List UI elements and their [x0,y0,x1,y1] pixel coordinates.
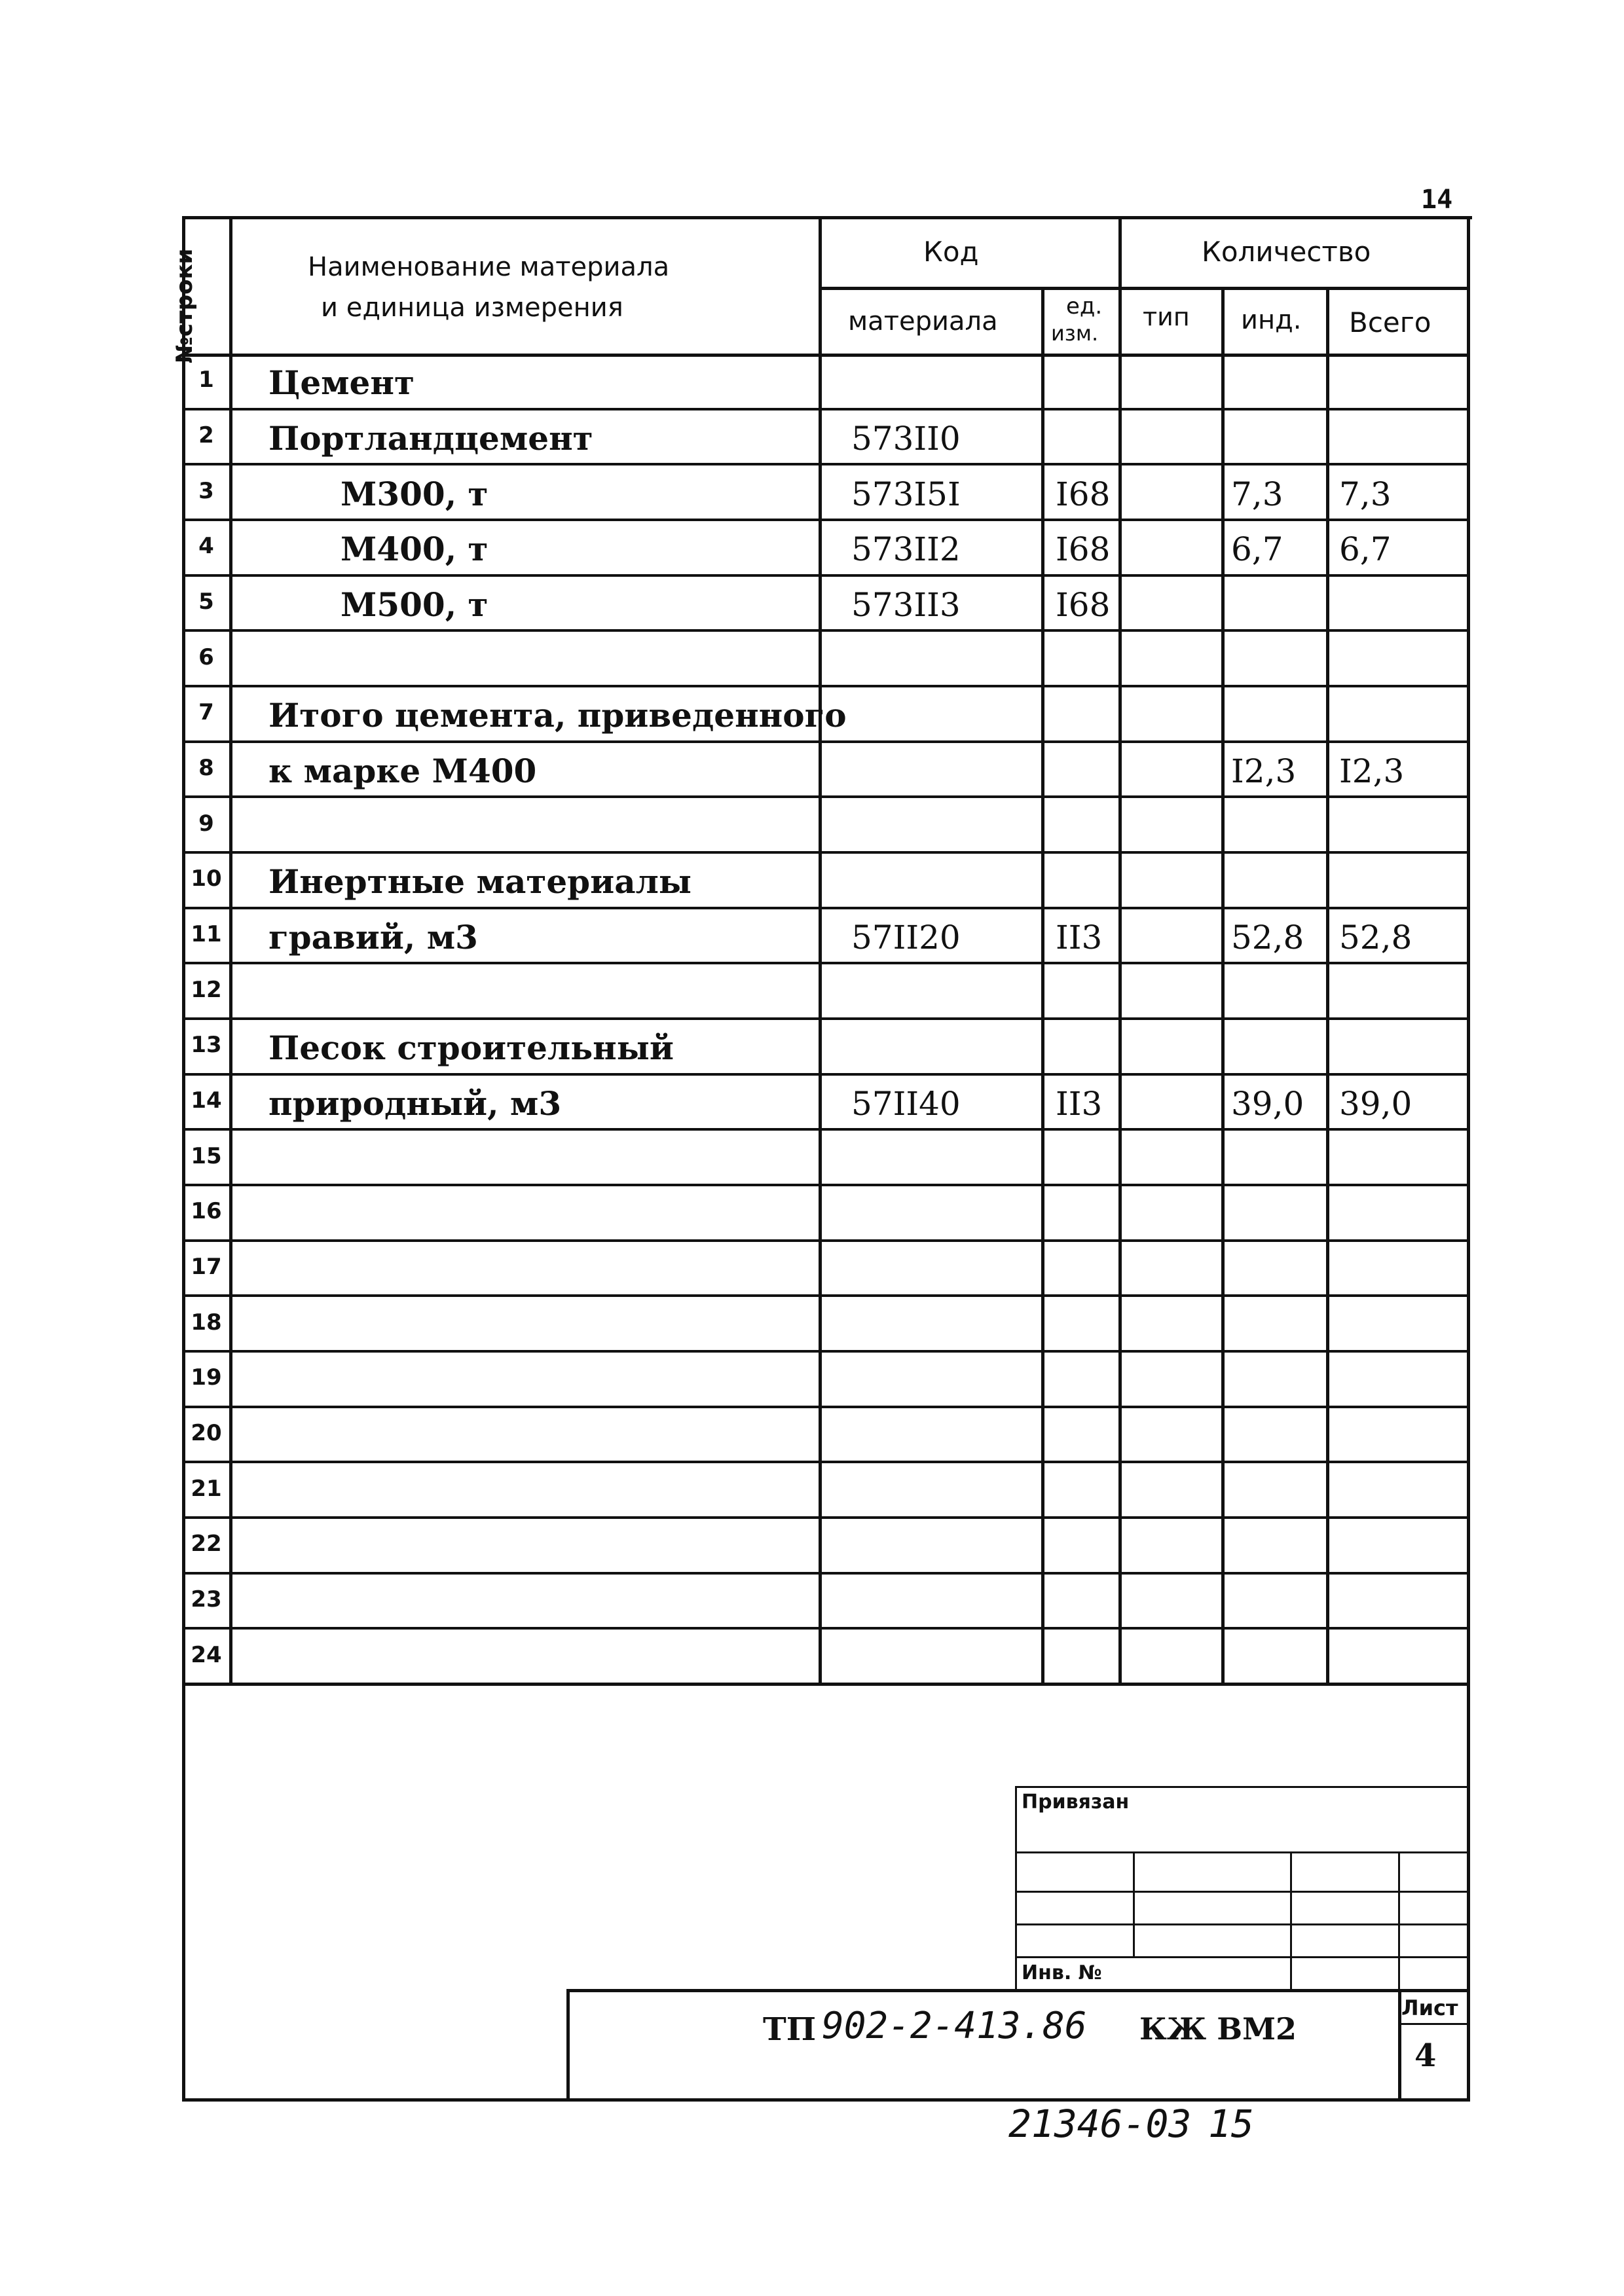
qty-ind: I2,3 [1231,752,1297,790]
inv-no-label: Инв. № [1022,1961,1102,1984]
sheet-label: Лист [1401,1995,1458,2020]
row-number: 11 [191,921,222,947]
bound-label: Привязан [1022,1791,1130,1813]
row-separator [182,1406,1470,1408]
row-number: 18 [191,1309,222,1336]
row-separator [182,1017,1470,1020]
unit-code: II3 [1056,919,1103,957]
qty-total: 6,7 [1339,530,1392,569]
qty-total: 39,0 [1339,1085,1412,1123]
unit-code: I68 [1056,530,1111,569]
row-number: 9 [198,810,214,837]
row-number: 16 [191,1198,222,1225]
material-code: 573II0 [851,420,961,458]
row-separator [182,1516,1470,1519]
quantity-header: Количество [1202,236,1371,268]
material-code: 573I5I [851,475,961,513]
row-separator [182,851,1470,854]
row-number-header: №строки [172,248,198,363]
material-name: М400, т [341,530,489,569]
page-number: 14 [1421,185,1453,215]
material-name: Итого цемента, приведенного [268,696,847,735]
row-separator [182,408,1470,410]
qty-total-header: Всего [1349,306,1431,338]
row-number: 13 [191,1032,222,1059]
row-separator [182,1572,1470,1575]
unit-code: II3 [1056,1085,1103,1123]
row-number: 3 [198,477,214,504]
footer-code: 21346-03 [1008,2102,1192,2146]
row-separator [182,1239,1470,1242]
row-number: 2 [198,422,214,448]
material-code: 573II3 [851,586,961,624]
row-number: 12 [191,976,222,1003]
material-name: к марке М400 [268,752,537,790]
name-header-line1: Наименование материала [308,252,670,282]
sheet-number: 4 [1414,2037,1437,2074]
qty-ind: 7,3 [1231,475,1283,513]
footer-page: 15 [1208,2102,1254,2146]
unit-code: I68 [1056,586,1111,624]
unit-code: I68 [1056,475,1111,513]
name-header-line2: и единица измерения [321,293,623,323]
row-separator [182,1073,1470,1076]
qty-ind-header: инд. [1241,305,1302,335]
qty-total: 52,8 [1339,919,1412,957]
row-separator [182,1184,1470,1186]
row-separator [182,1350,1470,1353]
row-number: 17 [191,1254,222,1280]
material-name: Цемент [268,363,415,403]
material-name: гравий, м3 [268,918,478,957]
qty-total: I2,3 [1339,752,1405,790]
row-number: 8 [198,755,214,781]
material-name: Инертные материалы [268,862,692,902]
row-separator [182,463,1470,465]
row-number: 24 [191,1641,222,1668]
row-separator [182,1294,1470,1297]
material-name: Песок строительный [268,1029,674,1068]
material-name: М300, т [341,474,489,513]
row-separator [182,1461,1470,1463]
row-number: 15 [191,1142,222,1169]
qty-ind: 52,8 [1231,919,1304,957]
row-separator [182,795,1470,798]
row-separator [182,519,1470,521]
row-number: 23 [191,1586,222,1613]
row-separator [182,685,1470,687]
unit-header-line2: изм. [1051,321,1099,346]
row-separator [182,1128,1470,1131]
row-number: 6 [198,644,214,670]
row-separator [182,962,1470,964]
row-number: 7 [198,699,214,726]
unit-header-line1: ед. [1066,293,1103,319]
material-name: Портландцемент [268,419,593,458]
material-name: М500, т [341,585,489,624]
qty-total: 7,3 [1339,475,1392,513]
row-separator [182,907,1470,909]
doc-suffix: КЖ ВМ2 [1139,2011,1297,2047]
row-number: 14 [191,1087,222,1114]
row-number: 1 [198,367,214,393]
row-number: 20 [191,1420,222,1446]
row-number: 5 [198,589,214,615]
row-separator [182,629,1470,632]
material-code: 57II20 [851,919,961,957]
row-separator [182,740,1470,743]
code-header: Код [923,236,979,268]
qty-ind: 6,7 [1231,530,1283,569]
doc-number: 902-2-413.86 [822,2005,1087,2047]
code-material-header: материала [848,306,998,337]
row-number: 4 [198,533,214,560]
doc-prefix: ТП [763,2011,817,2048]
row-separator [182,1627,1470,1630]
material-name: природный, м3 [268,1084,562,1123]
row-number: 10 [191,866,222,892]
row-number: 21 [191,1475,222,1502]
row-number: 22 [191,1531,222,1558]
row-number: 19 [191,1364,222,1391]
row-separator [182,574,1470,577]
material-code: 573II2 [851,530,961,569]
qty-ind: 39,0 [1231,1085,1304,1123]
material-code: 57II40 [851,1085,961,1123]
qty-type-header: тип [1143,302,1190,331]
